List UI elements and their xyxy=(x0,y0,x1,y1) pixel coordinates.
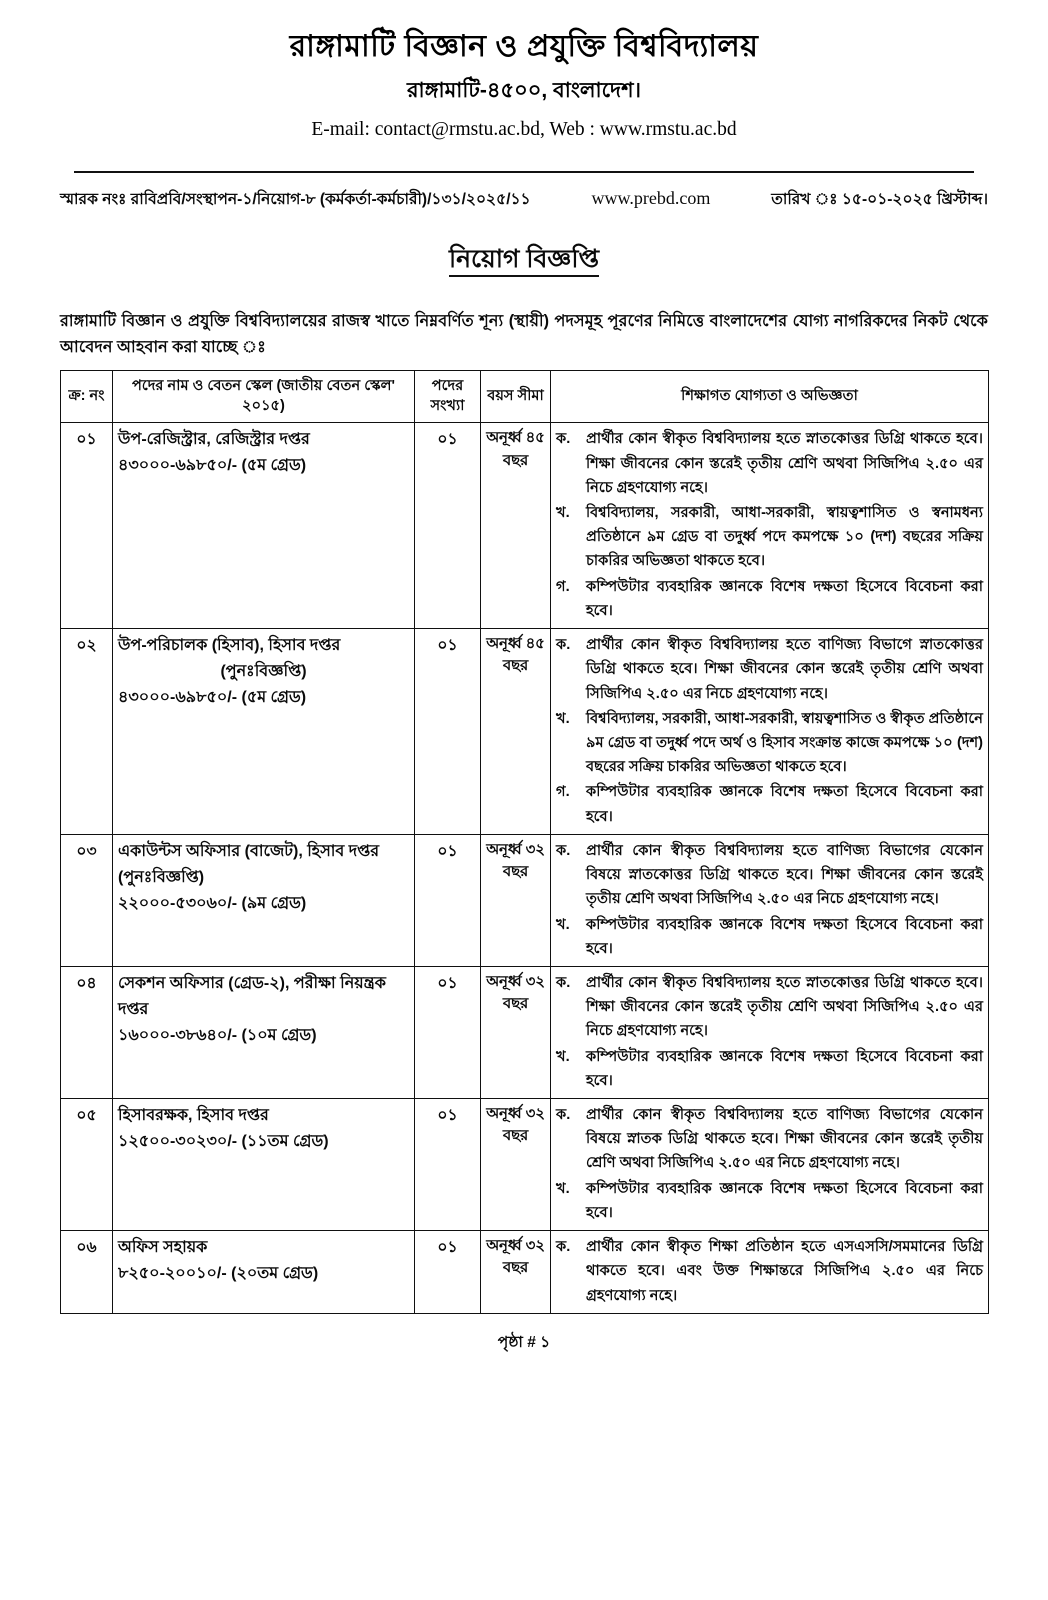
cell-age-limit: অনূর্ধ্ব ৪৫ বছর xyxy=(481,629,551,835)
notice-title-text: নিয়োগ বিজ্ঞপ্তি xyxy=(449,245,599,277)
cell-qualification xyxy=(551,423,989,629)
cell-age-limit: অনূর্ধ্ব ৩২ বছর xyxy=(481,1099,551,1231)
qualification-marker: গ. xyxy=(556,578,570,595)
cell-qualification xyxy=(551,834,989,966)
qualification-item xyxy=(556,1045,983,1093)
university-address: রাঙ্গামাটি-৪৫০০, বাংলাদেশ। xyxy=(406,78,642,102)
qualification-marker: খ. xyxy=(556,505,570,521)
pay-scale: ১৬০০০-৩৮৬৪০/- (১০ম গ্রেড) xyxy=(118,1026,317,1044)
col-header-sl: ক্র: নং xyxy=(61,370,113,422)
qualification-marker: ক. xyxy=(556,1239,571,1256)
qualification-text: প্রার্থীর কোন স্বীকৃত শিক্ষা প্রতিষ্ঠান হতে এসএসসি/সমমানের ডিগ্রি থাকতে হবে। এবং উক্ত শিক্ষান্তরে সিজিপিএ ২.৫০ এর নিচে গ্রহণযোগ্য নহে। xyxy=(586,1239,983,1304)
post-name: একাউন্টস অফিসার (বাজেট), হিসাব দপ্তর (পুনঃবিজ্ঞপ্তি) xyxy=(118,842,380,886)
letterhead xyxy=(0,0,1048,141)
qualification-text: প্রার্থীর কোন স্বীকৃত বিশ্ববিদ্যালয় হতে বাণিজ্য বিভাগের যেকোন বিষয়ে স্নাতক ডিগ্রি থাকতে হবে। শিক্ষা জীবনের কোন স্তরেই তৃতীয় শ্রেণি অথবা সিজিপিএ ২.৫০ এর নিচে গ্রহণযোগ্য নহে। xyxy=(586,1107,983,1172)
pay-scale: ৪৩০০০-৬৯৮৫০/- (৫ম গ্রেড) xyxy=(118,457,307,475)
memo-date: তারিখ ঃ ১৫-০১-২০২৫ খ্রিস্টাব্দ। xyxy=(771,190,988,208)
cell-qualification xyxy=(551,966,989,1098)
qualification-marker: ক. xyxy=(556,637,571,654)
qualification-text: কম্পিউটার ব্যবহারিক জ্ঞানকে বিশেষ দক্ষতা হিসেবে বিবেচনা করা হবে। xyxy=(586,784,983,825)
cell-serial: ০৬ xyxy=(61,1231,113,1314)
qualification-marker: খ. xyxy=(556,916,570,933)
qualification-item xyxy=(556,633,983,706)
table-row xyxy=(61,423,989,629)
table-row xyxy=(61,966,989,1098)
qualification-marker: ক. xyxy=(556,974,571,991)
cell-age-limit: অনূর্ধ্ব ৩২ বছর xyxy=(481,1231,551,1314)
table-row xyxy=(61,629,989,835)
cell-qualification xyxy=(551,1231,989,1314)
cell-post xyxy=(113,834,415,966)
qualification-text: কম্পিউটার ব্যবহারিক জ্ঞানকে বিশেষ দক্ষতা হিসেবে বিবেচনা করা হবে। xyxy=(586,578,983,619)
post-name: অফিস সহায়ক xyxy=(118,1239,208,1257)
notice-title xyxy=(0,239,1048,282)
table-row xyxy=(61,1231,989,1314)
qualification-item xyxy=(556,971,983,1044)
vacancy-table-body xyxy=(61,423,989,1313)
cell-qualification xyxy=(551,629,989,835)
qualification-marker: ক. xyxy=(556,842,571,859)
page-footer: পৃষ্ঠা # ১ xyxy=(497,1333,551,1351)
pay-scale: ৪৩০০০-৬৯৮৫০/- (৫ম গ্রেড) xyxy=(118,688,307,706)
qualification-item xyxy=(556,839,983,912)
qualification-item xyxy=(556,427,983,500)
qualification-text: বিশ্ববিদ্যালয়, সরকারী, আধা-সরকারী, স্বায়ত্বশাসিত ও স্বনামধন্য প্রতিষ্ঠানে ৯ম গ্রেড বা তদুর্ধ্ব পদে কমপক্ষে ১০ (দশ) বছরের সক্রিয় চাকরির অভিজ্ঞতা থাকতে হবে। xyxy=(586,505,983,570)
qualification-marker: খ. xyxy=(556,1048,570,1065)
pay-scale: ৮২৫০-২০০১০/- (২০তম গ্রেড) xyxy=(118,1265,319,1283)
cell-post xyxy=(113,629,415,835)
post-name: সেকশন অফিসার (গ্রেড-২), পরীক্ষা নিয়ন্ত্রক দপ্তর xyxy=(118,974,386,1018)
qualification-text: কম্পিউটার ব্যবহারিক জ্ঞানকে বিশেষ দক্ষতা হিসেবে বিবেচনা করা হবে। xyxy=(586,916,983,957)
qualification-text: কম্পিউটার ব্যবহারিক জ্ঞানকে বিশেষ দক্ষতা হিসেবে বিবেচনা করা হবে। xyxy=(586,1180,983,1221)
qualification-text: প্রার্থীর কোন স্বীকৃত বিশ্ববিদ্যালয় হতে বাণিজ্য বিভাগে স্নাতকোত্তর ডিগ্রি থাকতে হবে। শিক্ষা জীবনের কোন স্তরেই তৃতীয় শ্রেণি অথবা সিজিপিএ ২.৫০ এর নিচে গ্রহণযোগ্য নহে। xyxy=(586,637,983,702)
qualification-text: প্রার্থীর কোন স্বীকৃত বিশ্ববিদ্যালয় হতে স্নাতকোত্তর ডিগ্রি থাকতে হবে। শিক্ষা জীবনের কোন স্তরেই তৃতীয় শ্রেণি অথবা সিজিপিএ ২.৫০ এর নিচে গ্রহণযোগ্য নহে। xyxy=(586,974,983,1040)
qualification-item xyxy=(556,575,983,623)
qualification-item xyxy=(556,1177,983,1225)
qualification-marker: খ. xyxy=(556,1180,570,1197)
col-header-count: পদের সংখ্যা xyxy=(415,370,481,422)
cell-serial: ০৩ xyxy=(61,834,113,966)
table-row xyxy=(61,1099,989,1231)
cell-serial: ০৪ xyxy=(61,966,113,1098)
watermark-url: www.prebd.com xyxy=(591,187,711,208)
cell-post xyxy=(113,1231,415,1314)
cell-age-limit: অনূর্ধ্ব ৪৫ বছর xyxy=(481,423,551,629)
notice-intro: রাঙ্গামাটি বিজ্ঞান ও প্রযুক্তি বিশ্ববিদ্যালয়ের রাজস্ব খাতে নিম্নবর্ণিত শূন্য (স্থায়ী) পদসমূহ পূরণের নিমিত্তে বাংলাদেশের যোগ্য নাগরিকদের নিকট থেকে আবেদন আহবান করা যাচ্ছে ঃ xyxy=(60,311,988,356)
qualification-item xyxy=(556,1103,983,1176)
cell-post xyxy=(113,423,415,629)
university-contact: E-mail: contact@rmstu.ac.bd, Web : www.rmstu.ac.bd xyxy=(311,118,737,140)
cell-post xyxy=(113,966,415,1098)
qualification-marker: গ. xyxy=(556,784,570,801)
qualification-item xyxy=(556,1235,983,1308)
cell-serial: ০২ xyxy=(61,629,113,835)
post-name: উপ-পরিচালক (হিসাব), হিসাব দপ্তর xyxy=(118,637,341,655)
qualification-text: বিশ্ববিদ্যালয়, সরকারী, আধা-সরকারী, স্বায়ত্বশাসিত ও স্বীকৃত প্রতিষ্ঠানে ৯ম গ্রেড বা তদুর্ধ্ব পদে অর্থ ও হিসাব সংক্রান্ত কাজে কমপক্ষে ১০ (দশ) বছরের সক্রিয় চাকরির অভিজ্ঞতা থাকতে হবে। xyxy=(586,710,983,776)
qualification-marker: ক. xyxy=(556,1107,571,1124)
qualification-item xyxy=(556,913,983,961)
qualification-marker: ক. xyxy=(556,431,571,448)
cell-post-count: ০১ xyxy=(415,1231,481,1314)
table-row xyxy=(61,834,989,966)
post-name: উপ-রেজিস্ট্রার, রেজিস্ট্রার দপ্তর xyxy=(118,431,310,449)
col-header-qualification: শিক্ষাগত যোগ্যতা ও অভিজ্ঞতা xyxy=(551,370,989,422)
cell-serial: ০৫ xyxy=(61,1099,113,1231)
qualification-text: প্রার্থীর কোন স্বীকৃত বিশ্ববিদ্যালয় হতে স্নাতকোত্তর ডিগ্রি থাকতে হবে। শিক্ষা জীবনের কোন স্তরেই তৃতীয় শ্রেণি অথবা সিজিপিএ ২.৫০ এর নিচে গ্রহণযোগ্য নহে। xyxy=(586,431,983,496)
qualification-text: প্রার্থীর কোন স্বীকৃত বিশ্ববিদ্যালয় হতে বাণিজ্য বিভাগের যেকোন বিষয়ে স্নাতকোত্তর ডিগ্রি থাকতে হবে। শিক্ষা জীবনের কোন স্তরেই তৃতীয় শ্রেণি অথবা সিজিপিএ ২.৫০ এর নিচে গ্রহণযোগ্য নহে। xyxy=(586,842,983,908)
cell-age-limit: অনূর্ধ্ব ৩২ বছর xyxy=(481,966,551,1098)
cell-post-count: ০১ xyxy=(415,1099,481,1231)
cell-post-count: ০১ xyxy=(415,423,481,629)
memo-line xyxy=(60,187,988,213)
cell-post-count: ০১ xyxy=(415,966,481,1098)
qualification-text: কম্পিউটার ব্যবহারিক জ্ঞানকে বিশেষ দক্ষতা হিসেবে বিবেচনা করা হবে। xyxy=(586,1048,983,1089)
col-header-post: পদের নাম ও বেতন স্কেল (জাতীয় বেতন স্কেল' ২০১৫) xyxy=(113,370,415,422)
pay-scale: ১২৫০০-৩০২৩০/- (১১তম গ্রেড) xyxy=(118,1132,329,1150)
memo-reference: স্মারক নংঃ রাবিপ্রবি/সংস্থাপন-১/নিয়োগ-৮ (কর্মকর্তা-কর্মচারী)/১৩১/২০২৫/১১ xyxy=(60,190,531,208)
pay-scale: ২২০০০-৫৩০৬০/- (৯ম গ্রেড) xyxy=(118,894,307,912)
cell-post xyxy=(113,1099,415,1231)
post-name: হিসাবরক্ষক, হিসাব দপ্তর xyxy=(118,1107,269,1125)
qualification-marker: খ. xyxy=(556,710,570,727)
header-divider xyxy=(74,171,974,173)
cell-post-count: ০১ xyxy=(415,629,481,835)
university-name: রাঙ্গামাটি বিজ্ঞান ও প্রযুক্তি বিশ্ববিদ্যালয় xyxy=(289,30,759,63)
qualification-item xyxy=(556,780,983,828)
cell-post-count: ০১ xyxy=(415,834,481,966)
cell-qualification xyxy=(551,1099,989,1231)
cell-age-limit: অনূর্ধ্ব ৩২ বছর xyxy=(481,834,551,966)
post-subtitle: (পুনঃবিজ্ঞপ্তি) xyxy=(220,663,307,680)
cell-serial: ০১ xyxy=(61,423,113,629)
col-header-age: বয়স সীমা xyxy=(481,370,551,422)
vacancy-table xyxy=(60,370,989,1314)
table-header-row xyxy=(61,370,989,422)
qualification-item xyxy=(556,501,983,574)
qualification-item xyxy=(556,707,983,780)
